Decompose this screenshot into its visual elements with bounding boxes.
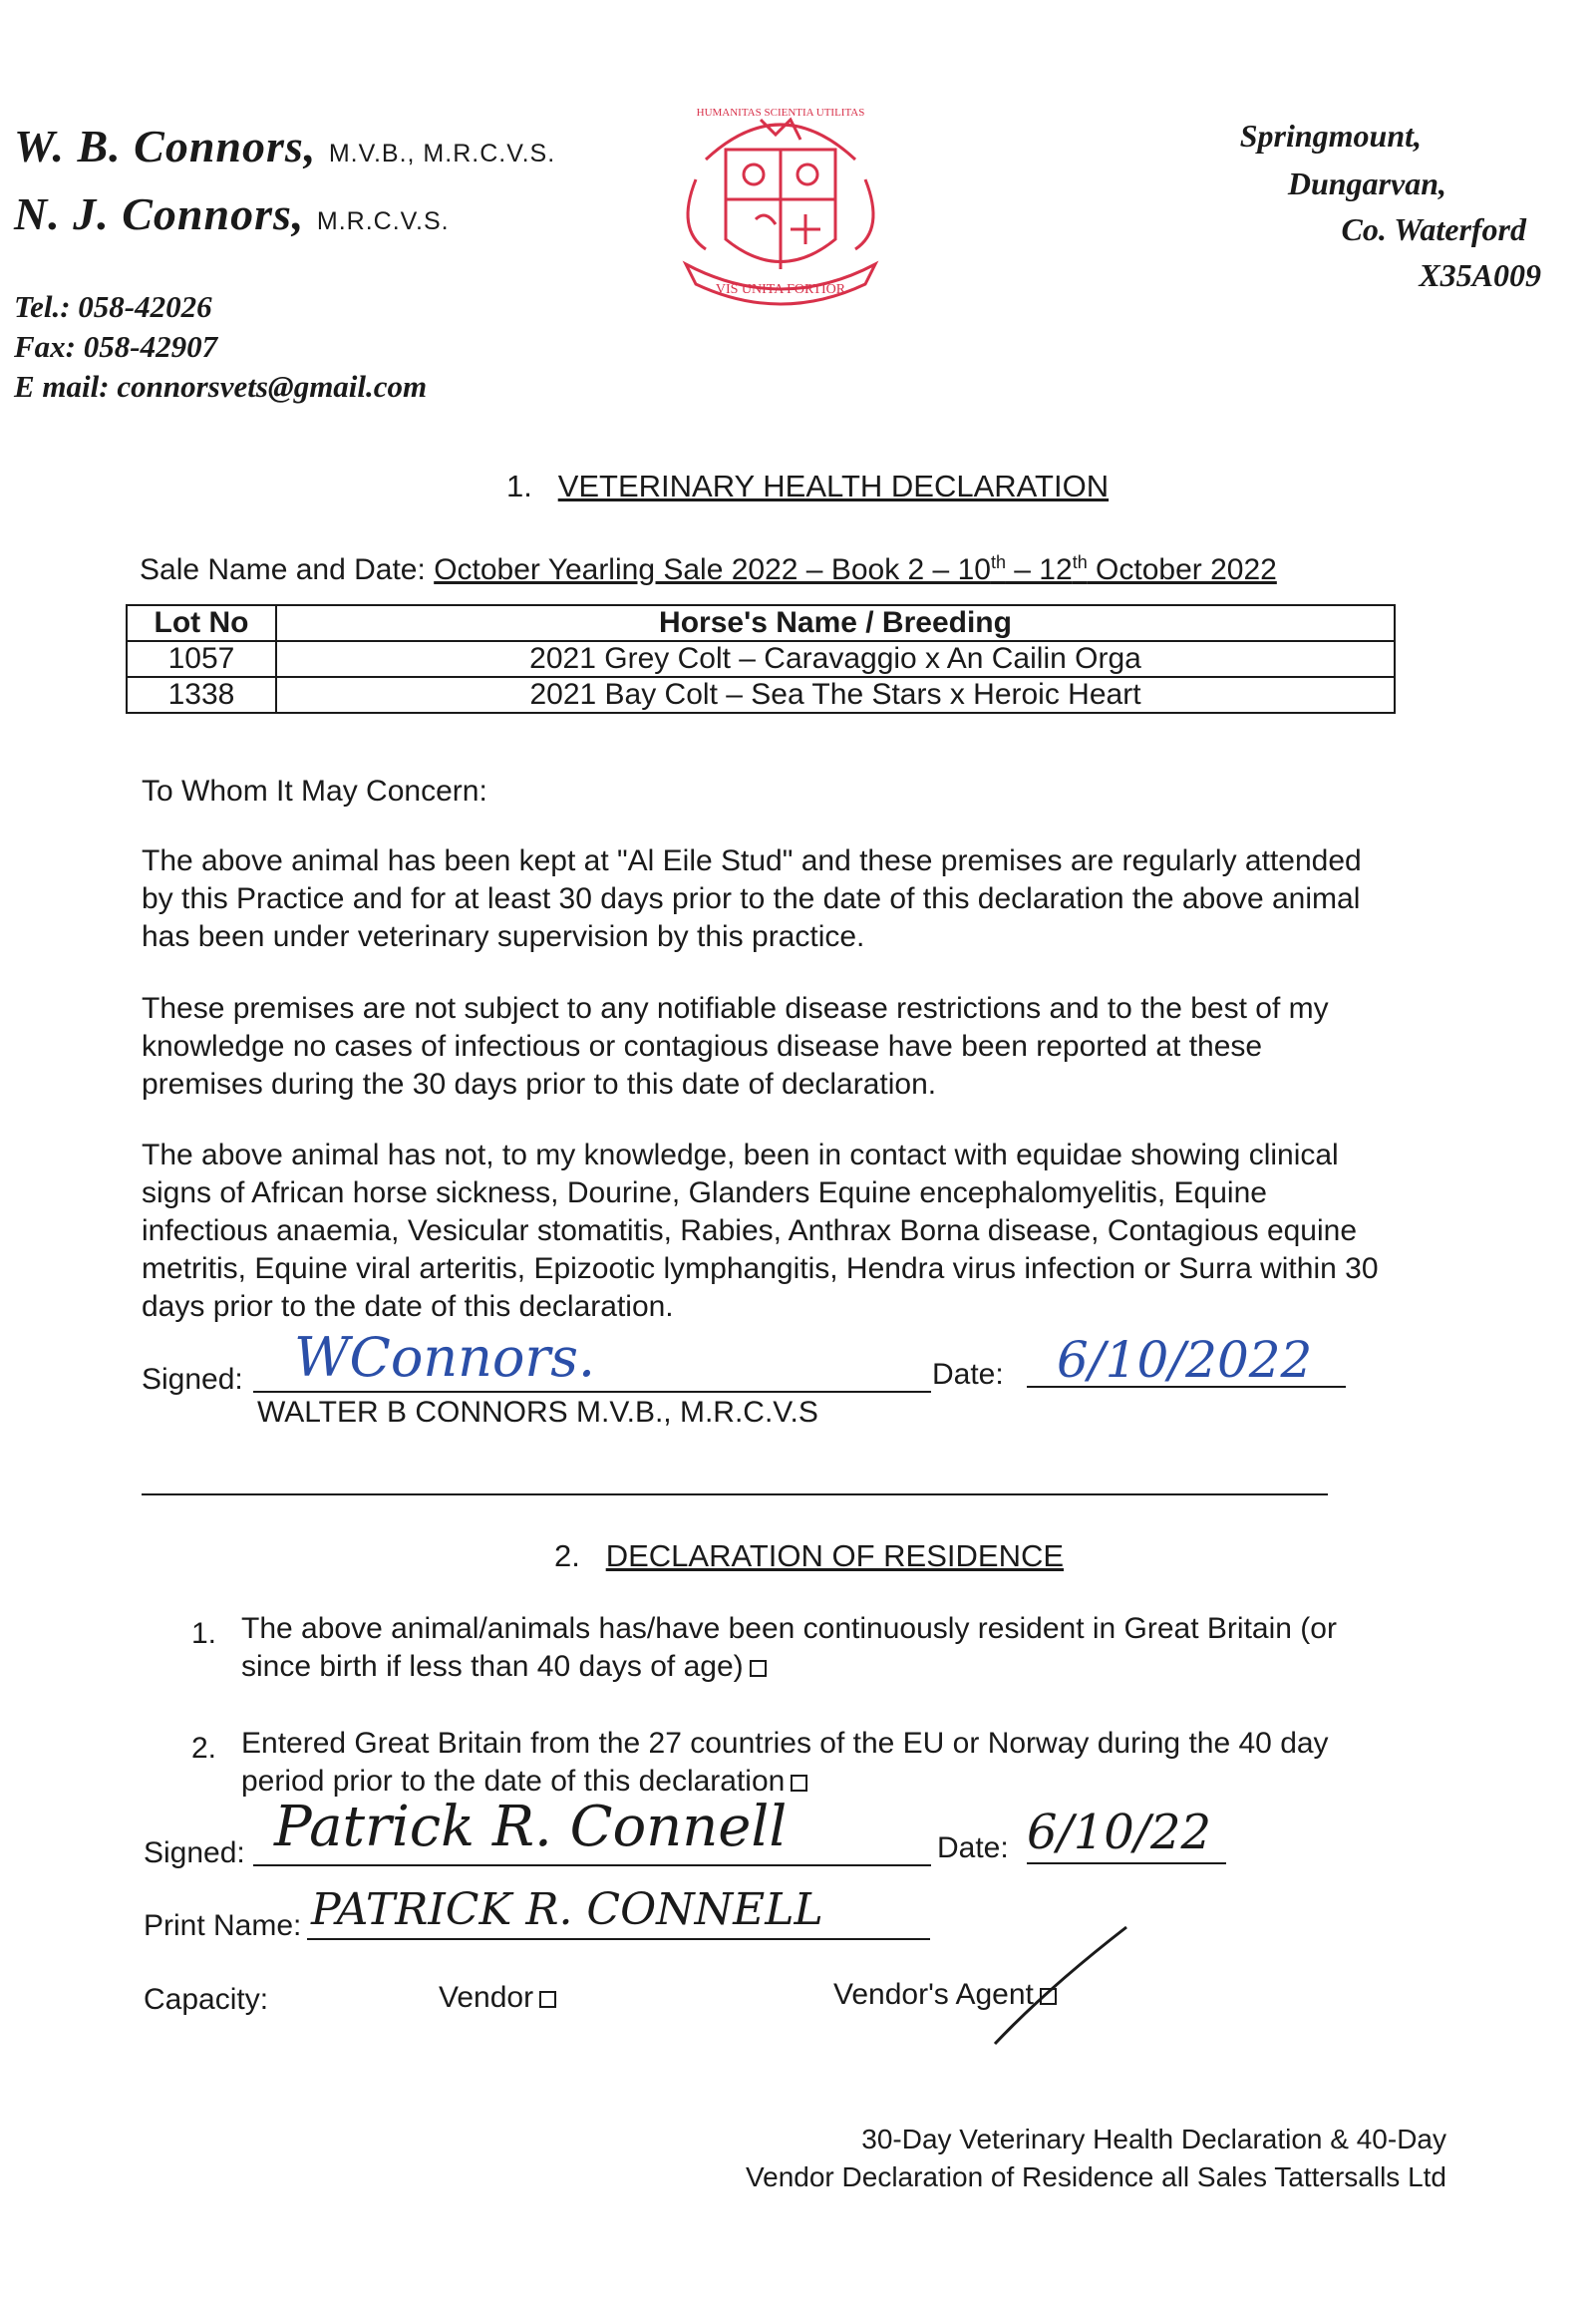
lot-number: 1338 — [127, 677, 276, 713]
table-row — [127, 677, 1395, 713]
horse-breeding: 2021 Grey Colt – Caravaggio x An Cailin Orga — [276, 641, 1395, 677]
vet-signature: WConnors. — [294, 1326, 596, 1389]
table-row — [127, 641, 1395, 677]
item2-checkbox[interactable] — [791, 1775, 807, 1792]
lot-number: 1057 — [127, 641, 276, 677]
vet2-line — [14, 187, 450, 240]
signature-line-1 — [253, 1391, 931, 1393]
item2 — [241, 1725, 1368, 1801]
address-line-1: Springmount, — [1239, 118, 1422, 154]
item1-text: The above animal/animals has/have been continuously resident in Great Britain (or since birth if less than 40 days of age) — [241, 1612, 1337, 1683]
section2-heading — [554, 1538, 1064, 1574]
agent-label: Vendor's Agent — [833, 1978, 1034, 2011]
vendor-signature: Patrick R. Connell — [274, 1795, 788, 1859]
fax: Fax: 058-42907 — [14, 329, 218, 364]
footer-line-1: 30-Day Veterinary Health Declaration & 40-Day — [861, 2124, 1446, 2154]
col-horse-name: Horse's Name / Breeding — [276, 605, 1395, 641]
lots-table — [126, 604, 1396, 714]
section2-number: 2. — [554, 1538, 580, 1573]
email: E mail: connorsvets@gmail.com — [14, 369, 428, 404]
print-name-line — [307, 1938, 930, 1940]
item1 — [241, 1610, 1368, 1686]
section1-title: VETERINARY HEALTH DECLARATION — [557, 469, 1110, 503]
address-line-4: X35A009 — [1419, 257, 1541, 293]
paragraph-1: The above animal has been kept at "Al Eile Stud" and these premises are regularly attended by this Practice and for at least 30 days prior to the date of this declaration the above animal has been under veterinary supervision by this practice. — [142, 844, 1362, 953]
date-line-2 — [1027, 1862, 1226, 1864]
address-line-3: Co. Waterford — [1341, 211, 1526, 247]
print-name-label: Print Name: — [144, 1909, 302, 1942]
signed-label-1: Signed: — [142, 1363, 243, 1396]
vet-date: 6/10/2022 — [1057, 1331, 1313, 1389]
crest-logo-icon — [666, 100, 895, 309]
phone: Tel.: 058-42026 — [14, 289, 212, 324]
item1-number: 1. — [191, 1617, 217, 1650]
sale-label: Sale Name and Date: — [140, 553, 426, 586]
vet1-line — [14, 120, 555, 172]
item1-checkbox[interactable] — [750, 1660, 767, 1677]
vendor-checkbox[interactable] — [539, 1991, 556, 2008]
sale-value: October Yearling Sale 2022 – Book 2 – 10th – 12th October 2022 — [434, 552, 1277, 586]
signature-line-2 — [253, 1864, 931, 1866]
section2-title: DECLARATION OF RESIDENCE — [605, 1538, 1065, 1573]
crest-top-text: HUMANITAS SCIENTIA UTILITAS — [696, 107, 865, 119]
item2-number: 2. — [191, 1732, 217, 1765]
section-divider — [142, 1493, 1328, 1495]
date-label-2: Date: — [937, 1831, 1009, 1864]
vendor-label: Vendor — [439, 1981, 534, 2014]
agent-tick-mark-icon — [987, 1919, 1136, 2049]
crest-motto: VIS UNITA FORTIOR — [715, 282, 846, 297]
signatory-name: WALTER B CONNORS M.V.B., M.R.C.V.S — [257, 1396, 818, 1429]
section1-number: 1. — [506, 469, 532, 503]
vendor-option — [439, 1979, 556, 2017]
section1-heading — [506, 469, 1109, 504]
vet2-quals: M.R.C.V.S. — [316, 207, 450, 235]
print-name-value: PATRICK R. CONNELL — [311, 1884, 823, 1935]
sale-line — [140, 543, 1277, 589]
date-label-1: Date: — [932, 1358, 1004, 1391]
signed-label-2: Signed: — [144, 1836, 245, 1869]
vet2-name: N. J. Connors, — [14, 188, 305, 239]
col-lot-no: Lot No — [127, 605, 276, 641]
paragraph-3: The above animal has not, to my knowledge, been in contact with equidae showing clinical signs of African horse sickness, Dourine, Glanders Equine encephalomyelitis, Equine infectious anaemia, Vesicular stomatitis, Rabies, Anthrax Borna disease, Contagious equine metritis, Equine viral arteritis, Epizootic lymphangitis, Hendra virus infection or Surra within 30 days prior to the date of this declaration. — [142, 1139, 1379, 1323]
item2-text: Entered Great Britain from the 27 countries of the EU or Norway during the 40 day period prior to the date of this declaration — [241, 1727, 1329, 1798]
vet1-name: W. B. Connors, — [14, 121, 317, 171]
footer — [746, 2121, 1446, 2196]
footer-line-2: Vendor Declaration of Residence all Sales Tattersalls Ltd — [746, 2161, 1446, 2192]
paragraph-2: These premises are not subject to any notifiable disease restrictions and to the best of my knowledge no cases of infectious or contagious disease have been reported at these premises during the 30 days prior to this date of declaration. — [142, 992, 1329, 1101]
address-line-2: Dungarvan, — [1287, 165, 1446, 201]
vendor-date: 6/10/22 — [1027, 1805, 1212, 1860]
horse-breeding: 2021 Bay Colt – Sea The Stars x Heroic Heart — [276, 677, 1395, 713]
capacity-label: Capacity: — [144, 1983, 269, 2016]
salutation: To Whom It May Concern: — [142, 775, 487, 808]
table-header-row — [127, 605, 1395, 641]
vet1-quals: M.V.B., M.R.C.V.S. — [328, 140, 556, 167]
